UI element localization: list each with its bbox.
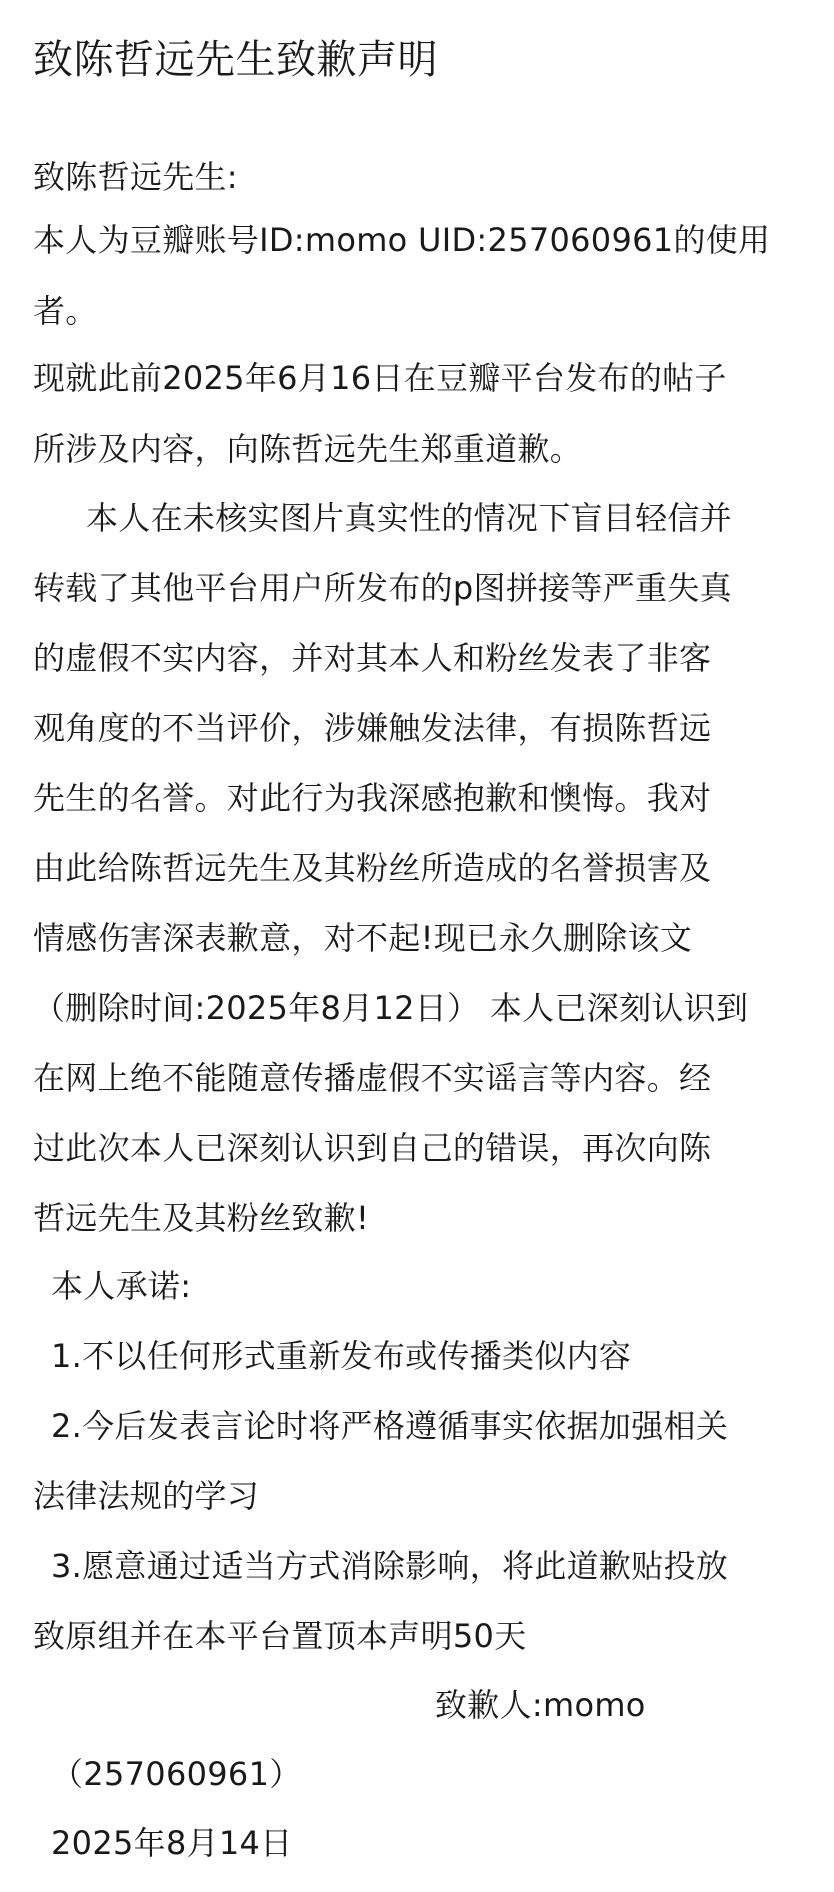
signatory-uid: （257060961） — [51, 1755, 302, 1793]
body-line: 观角度的不当评价，涉嫌触发法律，有损陈哲远 — [33, 709, 712, 747]
signature-date: 2025年8月14日 — [51, 1824, 293, 1862]
body-line: 由此给陈哲远先生及其粉丝所造成的名誉损害及 — [33, 849, 712, 887]
body-line: 现就此前2025年6月16日在豆瓣平台发布的帖子 — [33, 359, 727, 397]
body-line: 哲远先生及其粉丝致歉! — [33, 1199, 370, 1237]
body-line: 者。 — [33, 292, 98, 330]
commitment-heading: 本人承诺: — [51, 1267, 192, 1305]
commitment-item-continued: 致原组并在本平台置顶本声明50天 — [33, 1617, 527, 1655]
body-line: 过此次本人已深刻认识到自己的错误，再次向陈 — [33, 1129, 712, 1167]
commitment-item: 1.不以任何形式重新发布或传播类似内容 — [51, 1337, 632, 1375]
signatory: 致歉人:momo — [435, 1686, 646, 1724]
body-line: 本人在未核实图片真实性的情况下盲目轻信并 — [86, 499, 733, 537]
body-line: 本人为豆瓣账号ID:momo UID:257060961的使用 — [33, 221, 771, 259]
body-line: 转载了其他平台用户所发布的p图拼接等严重失真 — [33, 569, 732, 607]
salutation: 致陈哲远先生: — [33, 158, 238, 196]
body-line: 先生的名誉。对此行为我深感抱歉和懊悔。我对 — [33, 779, 712, 817]
document-title: 致陈哲远先生致歉声明 — [33, 37, 438, 83]
body-line: 所涉及内容，向陈哲远先生郑重道歉。 — [33, 430, 583, 468]
commitment-item: 3.愿意通过适当方式消除影响，将此道歉贴投放 — [51, 1547, 729, 1585]
body-line: 在网上绝不能随意传播虚假不实谣言等内容。经 — [33, 1059, 712, 1097]
body-line: 情感伤害深表歉意，对不起!现已永久删除该文 — [33, 919, 693, 957]
body-line: 的虚假不实内容，并对其本人和粉丝发表了非客 — [33, 639, 712, 677]
commitment-item-continued: 法律法规的学习 — [33, 1477, 260, 1515]
body-line: （删除时间:2025年8月12日） 本人已深刻认识到 — [33, 989, 749, 1027]
commitment-item: 2.今后发表言论时将严格遵循事实依据加强相关 — [51, 1407, 729, 1445]
